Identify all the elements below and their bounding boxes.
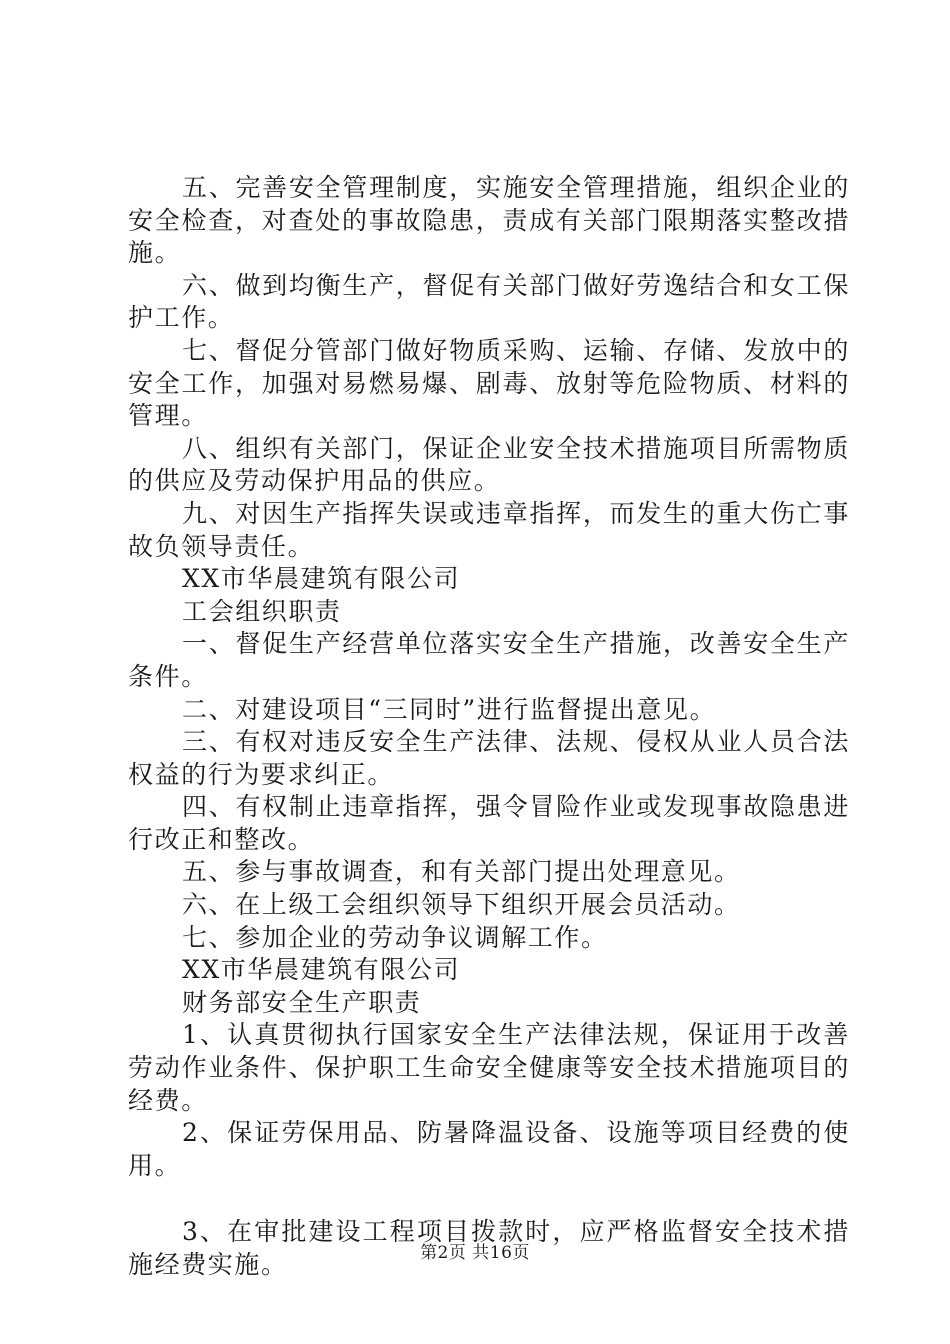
company-name: XX市华晨建筑有限公司	[182, 955, 461, 985]
company-name: XX市华晨建筑有限公司	[182, 564, 461, 594]
blank-line	[128, 1182, 850, 1216]
union-duty-6: 六、在上级工会组织领导下组织开展会员活动。	[182, 890, 741, 920]
paragraph-item-6: 六、做到均衡生产，督促有关部门做好劳逸结合和女工保护工作。	[128, 270, 850, 333]
union-duty-4: 四、有权制止违章指挥，强令冒险作业或发现事故隐患进行改正和整改。	[128, 792, 850, 854]
section-heading-union: 工会组织职责	[182, 596, 342, 626]
paragraph-item-9: 九、对因生产指挥失误或违章指挥，而发生的重大伤亡事故负领导责任。	[128, 498, 850, 561]
union-duty-3: 三、有权对违反安全生产法律、法规、侵权从业人员合法权益的行为要求纠正。	[128, 727, 850, 789]
paragraph-item-7: 七、督促分管部门做好物质采购、运输、存储、发放中的安全工作，加强对易燃易爆、剧毒、放射等危险物质、材料的管理。	[128, 335, 850, 431]
union-duty-5: 五、参与事故调查，和有关部门提出处理意见。	[182, 857, 741, 887]
union-duty-1: 一、督促生产经营单位落实安全生产措施，改善安全生产条件。	[128, 629, 850, 691]
finance-duty-2: 2、保证劳保用品、防暑降温设备、设施等项目经费的使用。	[128, 1118, 850, 1180]
paragraph-item-8: 八、组织有关部门，保证企业安全技术措施项目所需物质的供应及劳动保护用品的供应。	[128, 433, 850, 496]
document-body	[128, 172, 850, 1282]
finance-duty-1: 1、认真贯彻执行国家安全生产法律法规，保证用于改善劳动作业条件、保护职工生命安全健康等安全技术措施项目的经费。	[128, 1020, 850, 1115]
section-heading-finance: 财务部安全生产职责	[182, 987, 422, 1017]
page-number-footer: 第2页 共16页	[420, 1243, 530, 1263]
union-duty-7: 七、参加企业的劳动争议调解工作。	[182, 922, 608, 952]
paragraph-item-5: 五、完善安全管理制度，实施安全管理措施，组织企业的安全检查，对查处的事故隐患，责成有关部门限期落实整改措施。	[128, 173, 850, 268]
finance-duty-3: 3、在审批建设工程项目拨款时，应严格监督安全技术措施经费实施。	[128, 1217, 850, 1279]
union-duty-2: 二、对建设项目“三同时”进行监督提出意见。	[182, 694, 717, 724]
